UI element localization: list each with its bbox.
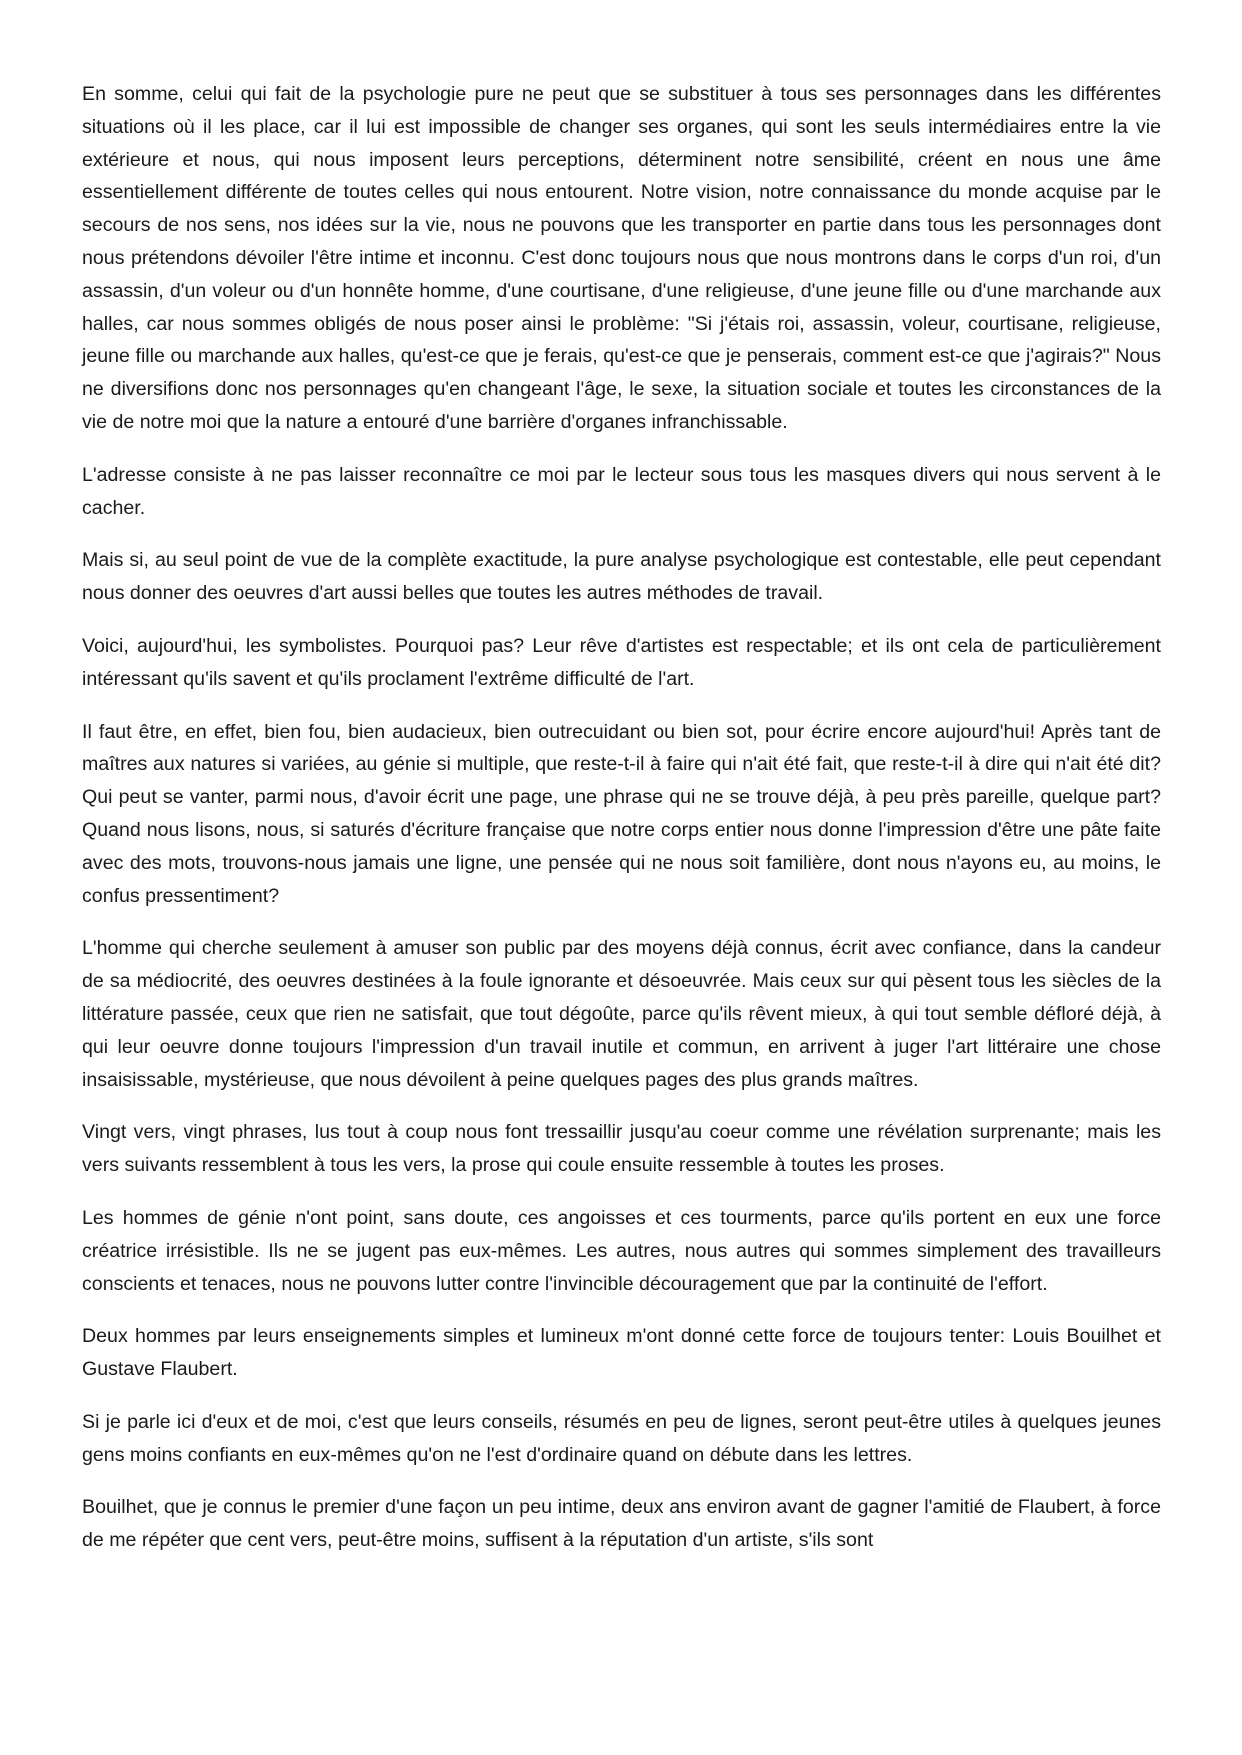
paragraph-10: Si je parle ici d'eux et de moi, c'est que leurs conseils, résumés en peu de lignes, seront peut-être utiles à quelques jeunes gens moins confiants en eux-mêmes qu'on ne l'est d'ordinaire quand on débute dans les lettres. [82,1410,1161,1466]
paragraph-3: Mais si, au seul point de vue de la complète exactitude, la pure analyse psychologique est contestable, elle peut cependant nous donner des oeuvres d'art aussi belles que toutes les autres méthodes de travail. [82,549,1161,605]
paragraph-4: Voici, aujourd'hui, les symbolistes. Pourquoi pas? Leur rêve d'artistes est respectable; et ils ont cela de particulièrement intéressant qu'ils savent et qu'ils proclament l'extrême difficulté de l'art. [82,634,1161,690]
paragraph-7: Vingt vers, vingt phrases, lus tout à coup nous font tressaillir jusqu'au coeur comme une révélation surprenante; mais les vers suivants ressemblent à tous les vers, la prose qui coule ensuite ressemble à toutes les proses. [82,1121,1161,1177]
paragraph-6: L'homme qui cherche seulement à amuser son public par des moyens déjà connus, écrit avec confiance, dans la candeur de sa médiocrité, des oeuvres destinées à la foule ignorante et désoeuvrée. Mais ceux sur qui pèsent tous les siècles de la littérature passée, ceux que rien ne satisfait, que tout dégoûte, parce qu'ils rêvent mieux, à qui tout semble défloré déjà, à qui leur oeuvre donne toujours l'impression d'un travail inutile et commun, en arrivent à juger l'art littéraire une chose insaisissable, mystérieuse, que nous dévoilent à peine quelques pages des plus grands maîtres. [82,937,1161,1091]
paragraph-11: Bouilhet, que je connus le premier d'une façon un peu intime, deux ans environ avant de gagner l'amitié de Flaubert, à force de me répéter que cent vers, peut-être moins, suffisent à la réputation d'un artiste, s'ils sont [82,1496,1161,1552]
paragraph-8: Les hommes de génie n'ont point, sans doute, ces angoisses et ces tourments, parce qu'ils portent en eux une force créatrice irrésistible. Ils ne se jugent pas eux-mêmes. Les autres, nous autres qui sommes simplement des travailleurs conscients et tenaces, nous ne pouvons lutter contre l'invincible découragement que par la continuité de l'effort. [82,1206,1161,1295]
paragraph-9: Deux hommes par leurs enseignements simples et lumineux m'ont donné cette force de toujours tenter: Louis Bouilhet et Gustave Flaubert. [82,1325,1161,1381]
document-page [82,78,1161,1577]
paragraph-2: L'adresse consiste à ne pas laisser reconnaître ce moi par le lecteur sous tous les masques divers qui nous servent à le cacher. [82,463,1161,519]
paragraph-1: En somme, celui qui fait de la psychologie pure ne peut que se substituer à tous ses personnages dans les différentes situations où il les place, car il lui est impossible de changer ses organes, qui sont les seuls intermédiaires entre la vie extérieure et nous, qui nous imposent leurs perceptions, déterminent notre sensibilité, créent en nous une âme essentiellement différente de toutes celles qui nous entourent. Notre vision, notre connaissance du monde acquise par le secours de nos sens, nos idées sur la vie, nous ne pouvons que les transporter en partie dans tous les personnages dont nous prétendons dévoiler l'être intime et inconnu. C'est donc toujours nous que nous montrons dans le corps d'un roi, d'un assassin, d'un voleur ou d'un honnête homme, d'une courtisane, d'une religieuse, d'une jeune fille ou d'une marchande aux halles, car nous sommes obligés de nous poser ainsi le problème: "Si j'étais roi, assassin, voleur, courtisane, religieuse, jeune fille ou marchande aux halles, qu'est-ce que je ferais, qu'est-ce que je penserais, comment est-ce que j'agirais?" Nous ne diversifions donc nos personnages qu'en changeant l'âge, le sexe, la situation sociale et toutes les circonstances de la vie de notre moi que la nature a entouré d'une barrière d'organes infranchissable. [82,83,1161,433]
paragraph-5: Il faut être, en effet, bien fou, bien audacieux, bien outrecuidant ou bien sot, pour écrire encore aujourd'hui! Après tant de maîtres aux natures si variées, au génie si multiple, que reste-t-il à faire qui n'ait été fait, que reste-t-il à dire qui n'ait été dit? Qui peut se vanter, parmi nous, d'avoir écrit une page, une phrase qui ne se trouve déjà, à peu près pareille, quelque part? Quand nous lisons, nous, si saturés d'écriture française que notre corps entier nous donne l'impression d'être une pâte faite avec des mots, trouvons-nous jamais une ligne, une pensée qui ne nous soit familière, dont nous n'ayons eu, au moins, le confus pressentiment? [82,720,1161,907]
